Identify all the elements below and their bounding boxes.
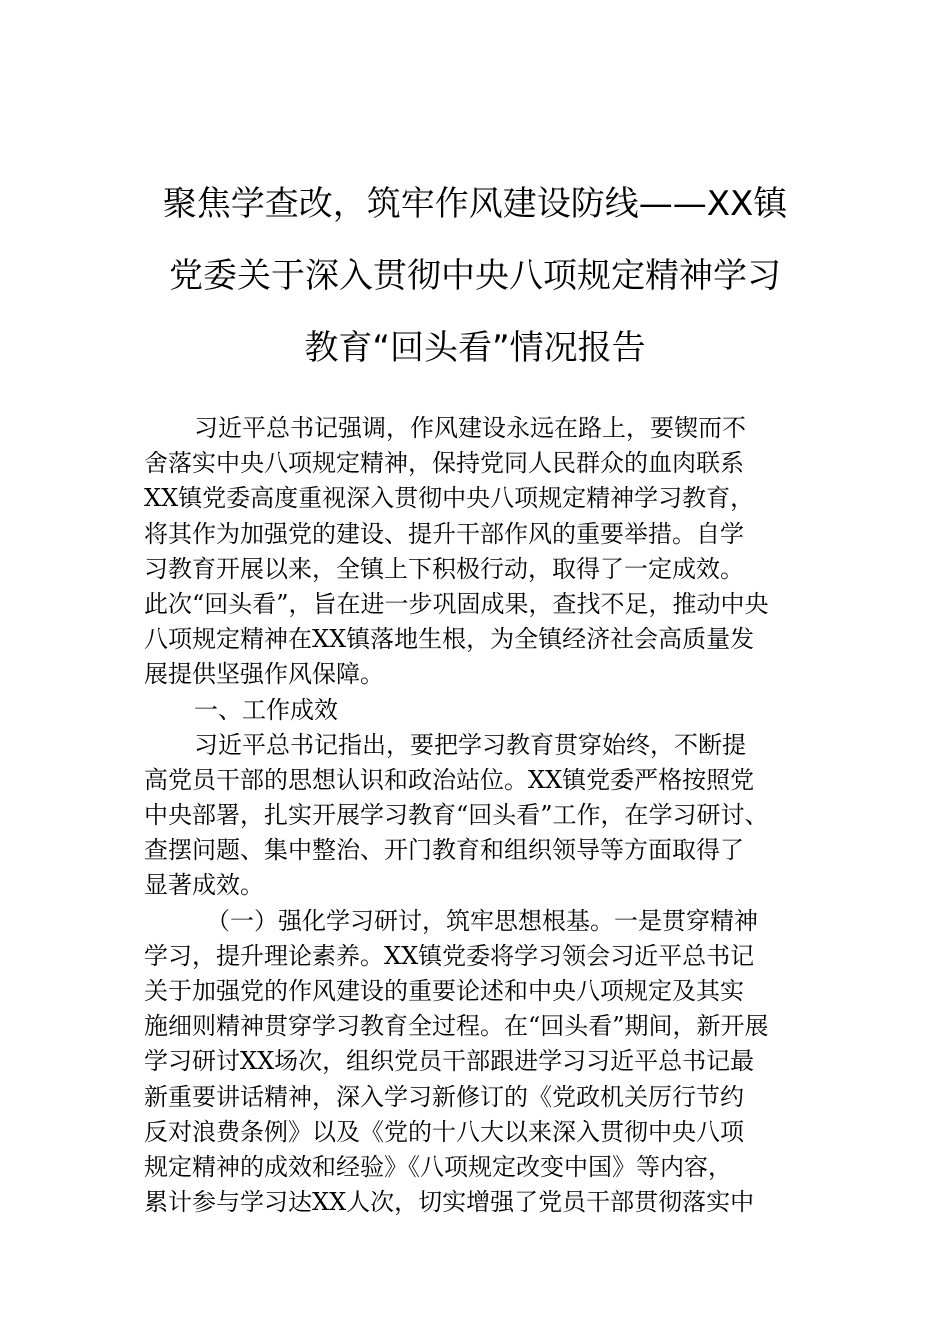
paragraph-line: 施细则精神贯穿学习教育全过程。在“回头看”期间，新开展 bbox=[144, 1012, 769, 1041]
paragraph-line: 中央部署，扎实开展学习教育“回头看”工作，在学习研讨、 bbox=[144, 801, 769, 830]
title-line: 聚焦学查改，筑牢作风建设防线——XX镇 bbox=[162, 184, 788, 224]
paragraph-line: 累计参与学习达XX人次，切实增强了党员干部贯彻落实中 bbox=[144, 1188, 755, 1217]
paragraph-line: 展提供坚强作风保障。 bbox=[144, 660, 384, 689]
document-title bbox=[140, 168, 810, 384]
paragraph-line: 习教育开展以来，全镇上下积极行动，取得了一定成效。 bbox=[144, 554, 744, 583]
subsection-line: （一）强化学习研讨，筑牢思想根基。一是贯穿精神 bbox=[206, 906, 758, 935]
paragraph-line: 显著成效。 bbox=[144, 871, 264, 900]
paragraph-line: 关于加强党的作风建设的重要论述和中央八项规定及其实 bbox=[144, 977, 744, 1005]
paragraph-line: 八项规定精神在XX镇落地生根，为全镇经济社会高质量发 bbox=[144, 625, 755, 654]
paragraph-line: 习近平总书记强调，作风建设永远在路上，要锲而不 bbox=[194, 414, 746, 442]
paragraph-line: 查摆问题、集中整治、开门教育和组织领导等方面取得了 bbox=[144, 836, 744, 865]
paragraph-line: 反对浪费条例》以及《党的十八大以来深入贯彻中央八项 bbox=[144, 1117, 744, 1146]
title-line: 党委关于深入贯彻中央八项规定精神学习 bbox=[169, 256, 781, 296]
paragraph-line: XX镇党委高度重视深入贯彻中央八项规定精神学习教育， bbox=[144, 484, 755, 513]
paragraph-line: 规定精神的成效和经验》《八项规定改变中国》等内容， bbox=[144, 1152, 732, 1181]
paragraph-line: 学习，提升理论素养。XX镇党委将学习领会习近平总书记 bbox=[144, 941, 755, 970]
paragraph-line: 习近平总书记指出，要把学习教育贯穿始终，不断提 bbox=[194, 730, 746, 759]
title-line: 教育“回头看”情况报告 bbox=[304, 328, 646, 368]
paragraph-line: 此次“回头看”，旨在进一步巩固成果，查找不足，推动中央 bbox=[144, 589, 769, 618]
paragraph-line: 高党员干部的思想认识和政治站位。XX镇党委严格按照党 bbox=[144, 765, 755, 794]
paragraph-line: 学习研讨XX场次，组织党员干部跟进学习习近平总书记最 bbox=[144, 1047, 755, 1076]
paragraph-line: 新重要讲话精神，深入学习新修订的《党政机关厉行节约 bbox=[144, 1082, 744, 1111]
paragraph-line: 舍落实中央八项规定精神，保持党同人民群众的血肉联系 bbox=[144, 449, 744, 478]
document-body bbox=[144, 411, 808, 1220]
section-heading: 一、工作成效 bbox=[194, 695, 338, 724]
paragraph-line: 将其作为加强党的建设、提升干部作风的重要举措。自学 bbox=[144, 519, 744, 548]
